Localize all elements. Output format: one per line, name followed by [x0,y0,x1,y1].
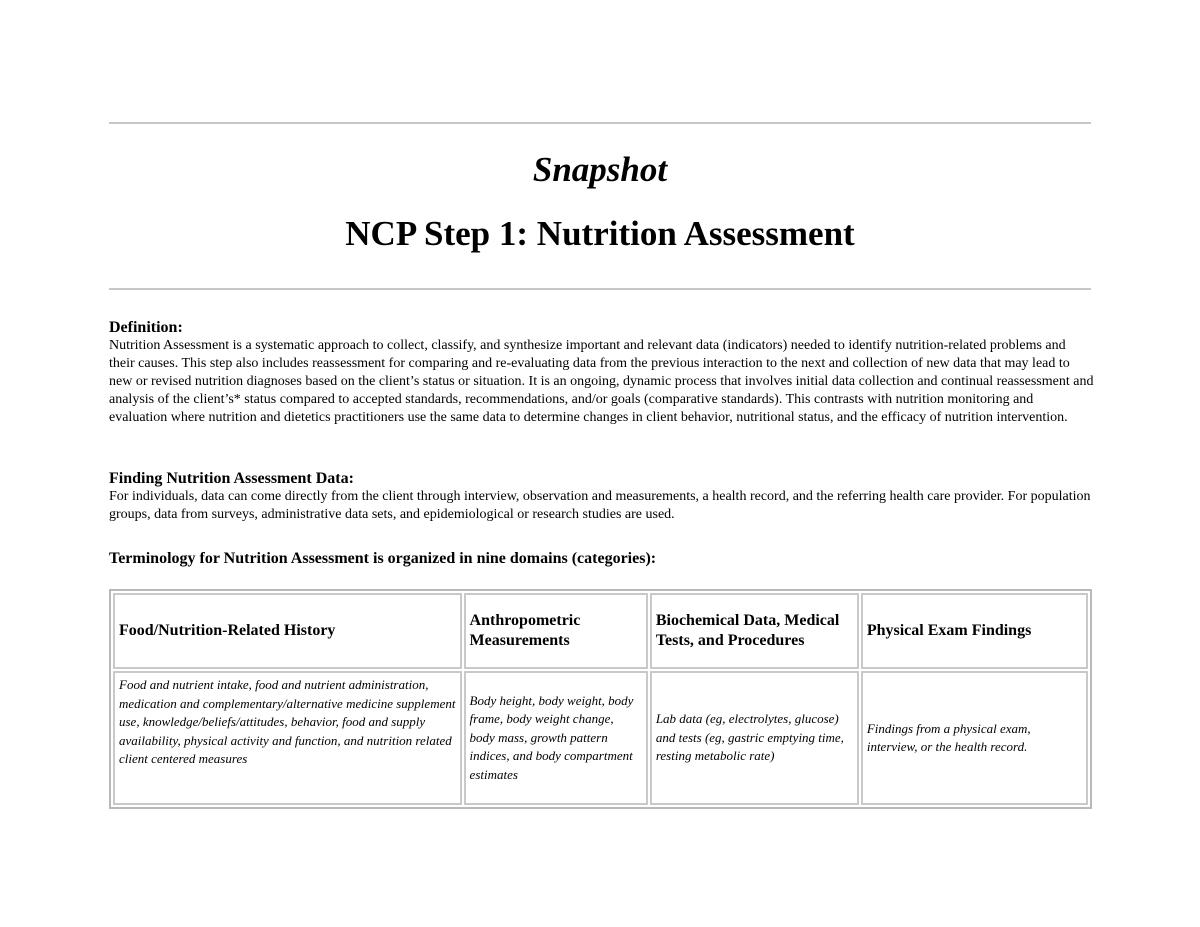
definition-heading: Definition: [109,319,183,336]
table-row [113,671,1088,805]
table-header-cell: Biochemical Data, Medical Tests, and Procedures [650,593,859,669]
top-divider [109,122,1091,124]
terminology-section [109,549,1094,568]
finding-data-heading: Finding Nutrition Assessment Data: [109,470,354,487]
table-cell: Lab data (eg, electrolytes, glucose) and tests (eg, gastric emptying time, resting metabolic rate) [650,671,859,805]
table-cell: Findings from a physical exam, interview, or the health record. [861,671,1088,805]
table-header-cell: Anthropometric Measurements [464,593,648,669]
finding-data-text: For individuals, data can come directly from the client through interview, observation and measurements, a health record, and the referring health care provider. For population groups, data from surveys, administrative data sets, and epidemiological or research studies are used. [109,489,1091,522]
snapshot-label: Snapshot [532,150,668,189]
bottom-divider [109,288,1091,290]
page-title: NCP Step 1: Nutrition Assessment [345,214,855,253]
finding-data-section [109,469,1094,524]
definition-text: Nutrition Assessment is a systematic approach to collect, classify, and synthesize important and relevant data (indicators) needed to identify nutrition-related problems and their causes. This step also includes reassessment for comparing and re-evaluating data from the previous interaction to the next and collection of new data that may lead to new or revised nutrition diagnoses based on the client’s status or situation. It is an ongoing, dynamic process that involves initial data collection and continual reassessment and analysis of the client’s* status compared to accepted standards, recommendations, and/or goals (comparative standards). This contrasts with nutrition monitoring and evaluation where nutrition and dietetics practitioners use the same data to determine changes in client behavior, nutritional status, and the efficacy of nutrition intervention. [109,338,1094,425]
table-header-row [113,593,1088,669]
table-cell: Body height, body weight, body frame, body weight change, body mass, growth pattern indices, and body compartment estimates [464,671,648,805]
definition-section [109,318,1094,427]
terminology-heading: Terminology for Nutrition Assessment is organized in nine domains (categories): [109,550,657,567]
table-header-cell: Food/Nutrition-Related History [113,593,462,669]
domains-table [109,589,1092,809]
table-cell: Food and nutrient intake, food and nutrient administration, medication and complementary/alternative medicine supplement use, knowledge/beliefs/attitudes, behavior, food and supply availability, physical activity and function, and nutrition related client centered measures [113,671,462,805]
table-header-cell: Physical Exam Findings [861,593,1088,669]
